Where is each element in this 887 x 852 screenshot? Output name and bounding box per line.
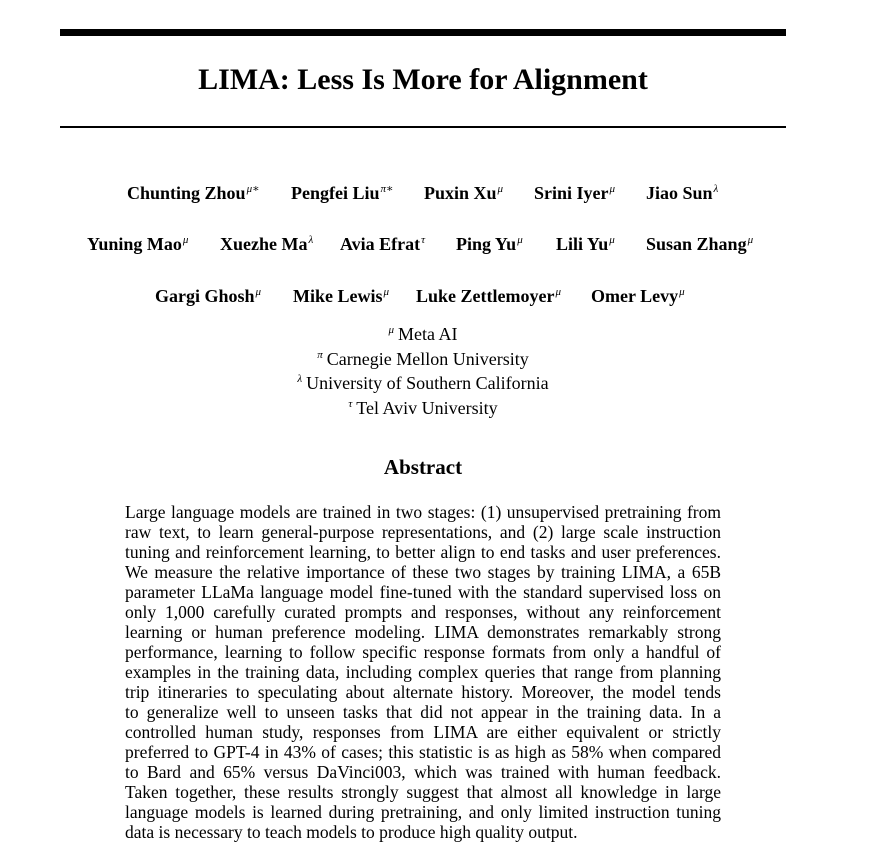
author-marks: λ <box>308 234 314 246</box>
author-row-1 <box>0 177 887 203</box>
paper-title: LIMA: Less Is More for Alignment <box>198 63 648 96</box>
author-marks: μ <box>609 183 616 195</box>
abstract-line: examples in the training data, including complex queries that range from planning <box>125 662 721 682</box>
author: Avia Efrat$^\tau$ <box>340 234 426 254</box>
title-rule-top <box>60 29 786 36</box>
abstract-line: controlled human study, responses from LIMA are either equivalent or strictly <box>125 722 721 742</box>
abstract-line: preferred to GPT-4 in 43% of cases; this statistic is as high as 58% when compared <box>125 742 721 762</box>
abstract-body <box>125 502 721 842</box>
author: Susan Zhang$^\mu$ <box>646 234 754 254</box>
author: Luke Zettlemoyer$^\mu$ <box>416 286 561 306</box>
author: Ping $Yu^\mu$ <box>456 234 523 254</box>
abstract-line: tuning and reinforcement learning, to better align to end tasks and user preferences. <box>125 542 721 562</box>
affiliation <box>60 369 786 394</box>
abstract-line: data is necessary to teach models to produce high quality output. <box>125 822 578 842</box>
author: Yuning Mao$^\mu$ <box>87 234 189 254</box>
author: Puxin $Xu^\mu$ <box>424 183 504 203</box>
author-marks: μ <box>182 234 189 246</box>
affiliation <box>60 320 786 345</box>
affiliation-name: Tel Aviv University <box>356 397 498 418</box>
author-marks: μ <box>555 286 561 298</box>
abstract-heading: Abstract <box>383 455 463 479</box>
affiliation-mark: τ <box>348 397 353 410</box>
affiliation-mark: μ <box>388 324 395 336</box>
author: Chunting Zhou$^{\mu∗}$ <box>127 183 260 203</box>
abstract-line: only 1,000 carefully curated prompts and responses, without any reinforcement <box>125 602 721 622</box>
affiliation-name: Meta AI <box>398 324 458 344</box>
abstract-line: raw text, to learn general-purpose representations, and (2) large scale instruction <box>125 522 721 542</box>
author: Omer Levy$^\mu$ <box>591 286 685 306</box>
author: Gargi Ghosh$^\mu$ <box>155 286 262 306</box>
author-row-2 <box>0 228 887 254</box>
author-marks: μ <box>517 234 523 246</box>
abstract-line: parameter LLaMa language model fine-tuned with the standard supervised loss on <box>125 582 721 602</box>
affiliation-mark: π <box>317 348 323 361</box>
author-marks: π∗ <box>380 183 394 195</box>
abstract-line: to generalize well to unseen tasks that did not appear in the training data. In a <box>125 702 721 722</box>
affiliation-name: University of Southern California <box>306 373 549 393</box>
author-marks: τ <box>421 234 426 246</box>
abstract-line: to Bard and 65% versus DaVinci003, which was trained with human feedback. <box>125 762 721 782</box>
author-marks: μ <box>497 183 504 195</box>
abstract-line: learning or human preference modeling. LIMA demonstrates remarkably strong <box>125 622 721 642</box>
author-marks: μ <box>679 286 685 298</box>
author-row-3 <box>0 280 887 306</box>
author-marks: μ∗ <box>246 183 260 195</box>
author-marks: λ <box>713 183 719 195</box>
abstract-line: Large language models are trained in two stages: (1) unsupervised pretraining from <box>125 502 721 522</box>
author-marks: μ <box>383 286 390 298</box>
author: Srini Iyer$^\mu$ <box>534 183 616 203</box>
affiliation <box>60 394 786 419</box>
abstract-line: We measure the relative importance of these two stages by training LIMA, a 65B <box>125 562 721 582</box>
abstract-line: performance, learning to follow specific response formats from only a handful of <box>125 642 721 662</box>
abstract-line: trip itineraries to speculating about alternate history. Moreover, the model tends <box>125 682 721 702</box>
abstract-line: language models is learned during pretraining, and only limited instruction tuning <box>125 802 721 822</box>
author: Xuezhe $Ma^\lambda$ <box>220 234 314 254</box>
author-marks: μ <box>747 234 754 246</box>
author-marks: μ <box>255 286 262 298</box>
title-rule-bottom <box>60 126 786 128</box>
affiliation-name: Carnegie Mellon University <box>326 348 529 369</box>
author: Mike Lewis$^\mu$ <box>293 286 390 306</box>
affiliation <box>60 345 786 370</box>
affiliations <box>60 320 786 418</box>
abstract-line: Taken together, these results strongly suggest that almost all knowledge in large <box>125 782 721 802</box>
author: Lili $Yu^\mu$ <box>556 234 615 254</box>
author: Pengfei Liu$^{\pi∗}$ <box>291 183 394 203</box>
author-marks: μ <box>609 234 615 246</box>
author: Jiao Sun$^\lambda$ <box>646 183 719 203</box>
affiliation-mark: λ <box>297 373 303 385</box>
